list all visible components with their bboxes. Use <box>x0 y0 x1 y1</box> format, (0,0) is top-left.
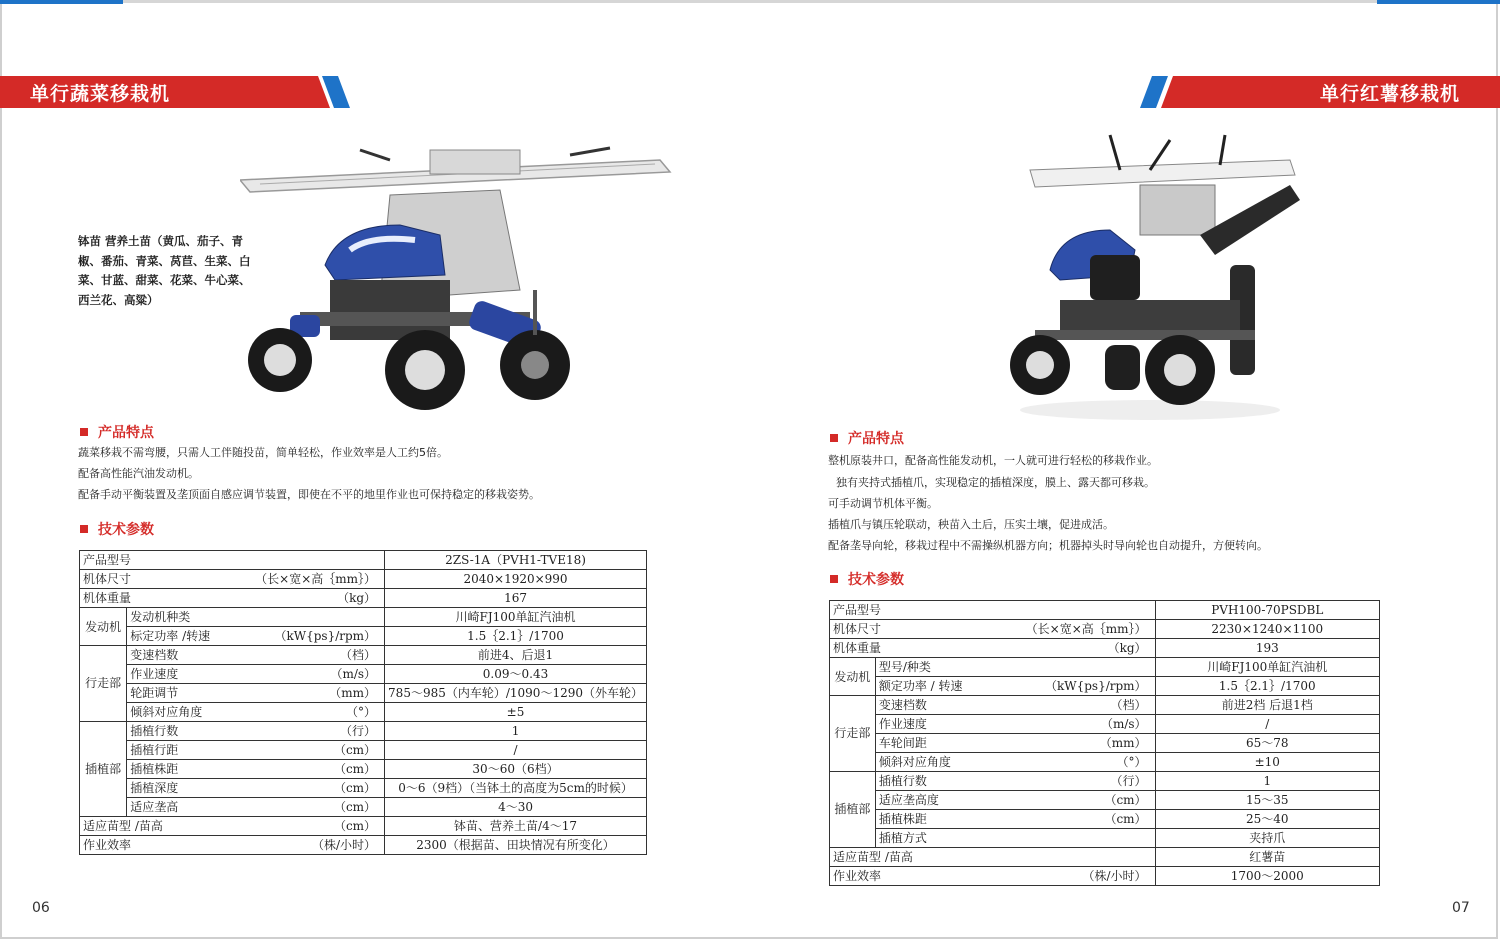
spec-label: 作业速度 <box>127 665 252 684</box>
spec-value: PVH100-70PSDBL <box>1155 601 1379 620</box>
right-specs-heading <box>830 569 904 589</box>
spec-unit <box>1023 658 1155 677</box>
spec-value: 前进4、后退1 <box>385 646 647 665</box>
spec-unit <box>252 608 384 627</box>
spec-unit: （长×宽×高｛mm｝） <box>252 570 384 589</box>
top-accent-right <box>1377 0 1500 4</box>
right-spec-table <box>829 600 1380 886</box>
spec-value: 川崎FJ100单缸汽油机 <box>385 608 647 627</box>
spec-label: 插植行数 <box>875 772 1022 791</box>
spec-label: 插植株距 <box>127 760 252 779</box>
table-row <box>830 715 1380 734</box>
table-row <box>830 601 1380 620</box>
table-row <box>80 608 647 627</box>
spec-value: 193 <box>1155 639 1379 658</box>
left-specs-heading-text: 技术参数 <box>98 522 154 538</box>
spec-group-planting: 插植部 <box>830 772 876 848</box>
spec-value: 2300（根据苗、田块情况有所变化） <box>385 836 647 855</box>
spec-label: 车轮间距 <box>875 734 1022 753</box>
spec-unit: （cm） <box>252 798 384 817</box>
spec-label: 机体重量 <box>830 639 1023 658</box>
sweet-potato-transplanter-image <box>1000 125 1300 425</box>
spec-value: 夹持爪 <box>1155 829 1379 848</box>
left-feature-2: 配备高性能汽油发动机。 <box>78 467 199 480</box>
table-row <box>80 589 647 608</box>
spec-unit: （kg） <box>1023 639 1155 658</box>
spec-unit <box>1023 848 1155 867</box>
right-banner-title: 单行红薯移栽机 <box>1320 83 1461 105</box>
spec-value: 红薯苗 <box>1155 848 1379 867</box>
spec-value: 1 <box>1155 772 1379 791</box>
spec-unit: （kg） <box>252 589 384 608</box>
spec-label: 额定功率 / 转速 <box>875 677 1022 696</box>
spec-unit: （cm） <box>252 779 384 798</box>
spec-value: 1.5｛2.1｝/1700 <box>385 627 647 646</box>
right-feature-1: 整机原装井口，配备高性能发动机，一人就可进行轻松的移栽作业。 <box>828 454 1158 467</box>
spec-label: 作业速度 <box>875 715 1022 734</box>
spec-unit: （cm） <box>1023 810 1155 829</box>
spec-label: 机体尺寸 <box>830 620 1023 639</box>
left-banner <box>0 76 360 108</box>
spec-unit: （长×宽×高｛mm｝） <box>1023 620 1155 639</box>
spec-value: 0～6（9档）（当钵土的高度为5cm的时候） <box>385 779 647 798</box>
spec-label: 插植方式 <box>875 829 1022 848</box>
spec-label: 插植行距 <box>127 741 252 760</box>
table-row <box>830 734 1380 753</box>
spec-value: 钵苗、营养土苗/4～17 <box>385 817 647 836</box>
table-row <box>830 639 1380 658</box>
spec-label: 作业效率 <box>80 836 253 855</box>
spec-label: 适应苗型 /苗高 <box>830 848 1023 867</box>
right-feature-4: 插植爪与镇压轮联动，秧苗入土后，压实土壤，促进成活。 <box>828 518 1114 531</box>
spec-label: 适应垄高度 <box>875 791 1022 810</box>
left-seedling-types: 钵苗 营养土苗（黄瓜、茄子、青椒、番茄、青菜、莴苣、生菜、白菜、甘蓝、甜菜、花菜、牛心菜、西兰花、高粱） <box>78 234 251 307</box>
spec-value: 前进2档 后退1档 <box>1155 696 1379 715</box>
bullet-square-icon <box>830 434 838 442</box>
spec-group-travel: 行走部 <box>830 696 876 772</box>
table-row <box>80 741 647 760</box>
top-accent-left <box>0 0 123 4</box>
table-row <box>830 753 1380 772</box>
spec-label: 变速档数 <box>127 646 252 665</box>
spec-value: 785～985（内车轮）/1090～1290（外车轮） <box>385 684 647 703</box>
spec-label: 适应垄高 <box>127 798 252 817</box>
table-row <box>80 570 647 589</box>
spec-label: 插植株距 <box>875 810 1022 829</box>
bullet-square-icon <box>80 428 88 436</box>
spec-group-planting: 插植部 <box>80 722 127 817</box>
right-feature-3: 可手动调节机体平衡。 <box>828 497 938 510</box>
left-spec-table <box>79 550 647 855</box>
left-specs-heading <box>80 519 154 539</box>
spec-value: 2ZS-1A（PVH1-TVE18) <box>385 551 647 570</box>
table-row <box>830 658 1380 677</box>
table-row <box>80 665 647 684</box>
spec-label: 变速档数 <box>875 696 1022 715</box>
spec-unit: （株/小时） <box>252 836 384 855</box>
top-rule <box>123 0 1377 3</box>
table-row <box>80 817 647 836</box>
left-page-number: 06 <box>32 900 50 916</box>
spec-unit: （档） <box>1023 696 1155 715</box>
spec-unit: （mm） <box>1023 734 1155 753</box>
spec-unit: （株/小时） <box>1023 867 1155 886</box>
spec-label: 插植深度 <box>127 779 252 798</box>
spec-unit: （mm） <box>252 684 384 703</box>
table-row <box>80 836 647 855</box>
spec-group-engine: 发动机 <box>830 658 876 696</box>
table-row <box>830 810 1380 829</box>
spec-unit <box>1023 829 1155 848</box>
right-feature-2: 独有夹持式插植爪，实现稳定的插植深度，膜上、露天都可移栽。 <box>836 476 1155 489</box>
spec-unit <box>252 551 384 570</box>
spec-label: 倾斜对应角度 <box>127 703 252 722</box>
vegetable-transplanter-image <box>240 140 680 420</box>
spec-value: / <box>385 741 647 760</box>
spec-label: 机体重量 <box>80 589 253 608</box>
right-features-heading-text: 产品特点 <box>848 431 904 447</box>
right-features-heading <box>830 428 904 448</box>
table-row <box>80 722 647 741</box>
spec-group-engine: 发动机 <box>80 608 127 646</box>
bullet-square-icon <box>80 525 88 533</box>
left-banner-title: 单行蔬菜移栽机 <box>30 83 171 105</box>
table-row <box>830 677 1380 696</box>
spec-unit: （°） <box>252 703 384 722</box>
spec-value: 25～40 <box>1155 810 1379 829</box>
spec-label: 机体尺寸 <box>80 570 253 589</box>
spec-unit: （m/s） <box>1023 715 1155 734</box>
right-banner <box>1135 76 1500 108</box>
spec-label: 标定功率 /转速 <box>127 627 252 646</box>
spec-value: 65～78 <box>1155 734 1379 753</box>
spec-value: 0.09～0.43 <box>385 665 647 684</box>
right-feature-5: 配备垄导向轮，移栽过程中不需操纵机器方向；机器掉头时导向轮也自动提升，方便转向。 <box>828 539 1268 552</box>
left-features-heading-text: 产品特点 <box>98 425 154 441</box>
table-row <box>80 551 647 570</box>
spec-unit: （行） <box>252 722 384 741</box>
spec-value: ±5 <box>385 703 647 722</box>
table-row <box>830 791 1380 810</box>
spec-unit: （档） <box>252 646 384 665</box>
spec-group-travel: 行走部 <box>80 646 127 722</box>
left-features-heading <box>80 422 154 442</box>
spec-unit: （cm） <box>252 817 384 836</box>
table-row <box>830 848 1380 867</box>
spec-label: 作业效率 <box>830 867 1023 886</box>
spec-value: 川崎FJ100单缸汽油机 <box>1155 658 1379 677</box>
spec-label: 轮距调节 <box>127 684 252 703</box>
table-row <box>80 760 647 779</box>
spec-unit <box>1023 601 1155 620</box>
spec-value: 167 <box>385 589 647 608</box>
spec-unit: （cm） <box>1023 791 1155 810</box>
spec-unit: （°） <box>1023 753 1155 772</box>
spec-unit: （kW{ps}/rpm） <box>1023 677 1155 696</box>
spec-value: 2040×1920×990 <box>385 570 647 589</box>
spec-value: 1700～2000 <box>1155 867 1379 886</box>
spec-value: 1 <box>385 722 647 741</box>
table-row <box>80 703 647 722</box>
spec-unit: （cm） <box>252 760 384 779</box>
spec-value: 4～30 <box>385 798 647 817</box>
spec-value: 2230×1240×1100 <box>1155 620 1379 639</box>
spec-label: 型号/种类 <box>875 658 1022 677</box>
spec-unit: （kW{ps}/rpm） <box>252 627 384 646</box>
spec-value: ±10 <box>1155 753 1379 772</box>
table-row <box>80 646 647 665</box>
bullet-square-icon <box>830 575 838 583</box>
spec-label: 适应苗型 /苗高 <box>80 817 253 836</box>
spec-value: 15～35 <box>1155 791 1379 810</box>
left-feature-3: 配备手动平衡装置及垄顶面自感应调节装置，即使在不平的地里作业也可保持稳定的移栽姿势。 <box>78 488 540 501</box>
spec-label: 发动机种类 <box>127 608 252 627</box>
table-row <box>80 798 647 817</box>
left-feature-1: 蔬菜移栽不需弯腰，只需人工伴随投苗，简单轻松，作业效率是人工约5倍。 <box>78 446 448 459</box>
table-row <box>830 696 1380 715</box>
table-row <box>80 684 647 703</box>
spec-value: / <box>1155 715 1379 734</box>
table-row <box>80 627 647 646</box>
table-row <box>830 829 1380 848</box>
right-page-number: 07 <box>1452 900 1470 916</box>
spec-unit: （cm） <box>252 741 384 760</box>
table-row <box>830 867 1380 886</box>
spec-unit: （行） <box>1023 772 1155 791</box>
table-row <box>80 779 647 798</box>
spec-value: 30～60（6档） <box>385 760 647 779</box>
spec-label: 产品型号 <box>80 551 253 570</box>
spec-label: 倾斜对应角度 <box>875 753 1022 772</box>
table-row <box>830 620 1380 639</box>
spec-label: 插植行数 <box>127 722 252 741</box>
spec-unit: （m/s） <box>252 665 384 684</box>
table-row <box>830 772 1380 791</box>
spec-value: 1.5｛2.1｝/1700 <box>1155 677 1379 696</box>
right-specs-heading-text: 技术参数 <box>848 572 904 588</box>
spec-label: 产品型号 <box>830 601 1023 620</box>
